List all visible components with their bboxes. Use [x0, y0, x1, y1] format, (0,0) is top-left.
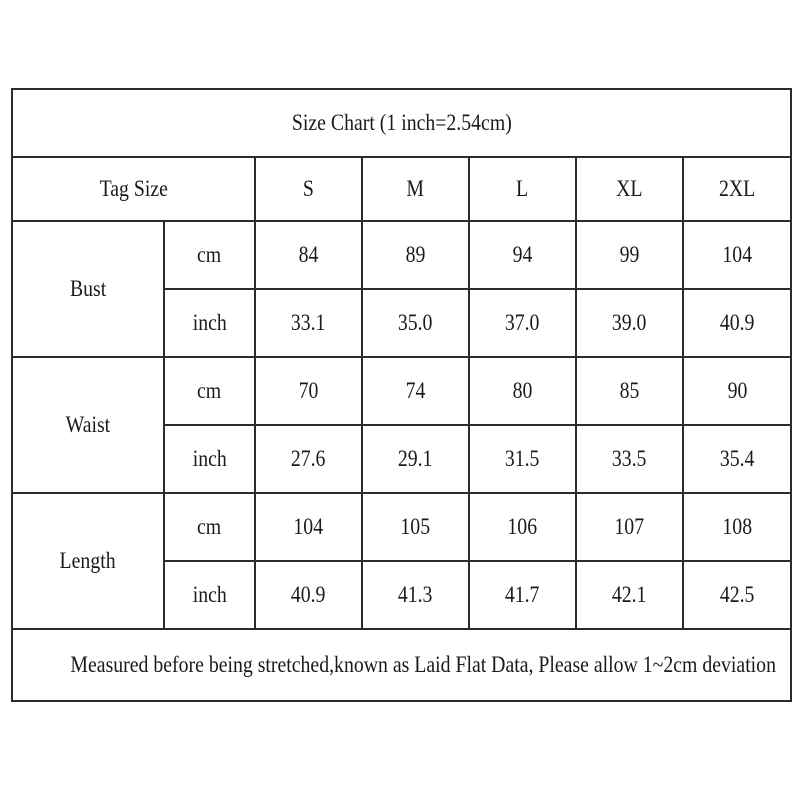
- size-header-cell: [683, 157, 791, 221]
- bust-cm-m: 89: [405, 242, 426, 267]
- bust-cm-xl: 99: [619, 242, 640, 267]
- waist-cm-s: 70: [298, 378, 319, 403]
- size-header-l: L: [516, 176, 529, 201]
- value-cell: [362, 357, 469, 425]
- table-row: [12, 221, 791, 289]
- value-cell: [576, 221, 683, 289]
- value-cell: [469, 493, 576, 561]
- value-cell: [255, 493, 362, 561]
- value-cell: [255, 561, 362, 629]
- tag-size-label: Tag Size: [99, 176, 168, 201]
- measure-label-bust: Bust: [69, 276, 107, 301]
- size-chart-table: [11, 88, 792, 702]
- value-cell: [255, 221, 362, 289]
- value-cell: [683, 289, 791, 357]
- unit-label-inch: inch: [192, 582, 227, 607]
- unit-cell: [164, 289, 255, 357]
- bust-inch-m: 35.0: [398, 310, 433, 335]
- size-header-2xl: 2XL: [718, 176, 756, 201]
- length-cm-2xl: 108: [722, 514, 752, 539]
- value-cell: [469, 221, 576, 289]
- length-cm-m: 105: [400, 514, 431, 539]
- length-inch-l: 41.7: [505, 582, 540, 607]
- value-cell: [469, 561, 576, 629]
- value-cell: [362, 221, 469, 289]
- size-header-cell: [362, 157, 469, 221]
- value-cell: [576, 561, 683, 629]
- unit-cell: [164, 493, 255, 561]
- unit-cell: [164, 357, 255, 425]
- length-inch-xl: 42.1: [612, 582, 647, 607]
- table-title-cell: [12, 89, 791, 157]
- value-cell: [469, 289, 576, 357]
- measure-label-cell: [12, 357, 164, 493]
- waist-inch-l: 31.5: [505, 446, 540, 471]
- waist-cm-l: 80: [512, 378, 533, 403]
- footer-row: [12, 629, 791, 701]
- header-row: [12, 157, 791, 221]
- value-cell: [683, 221, 791, 289]
- value-cell: [683, 425, 791, 493]
- value-cell: [255, 289, 362, 357]
- waist-inch-m: 29.1: [398, 446, 433, 471]
- table-title: Size Chart (1 inch=2.54cm): [291, 110, 512, 135]
- length-inch-s: 40.9: [291, 582, 326, 607]
- measure-label-cell: [12, 221, 164, 357]
- unit-label-inch: inch: [192, 446, 227, 471]
- value-cell: [576, 425, 683, 493]
- unit-label-cm: cm: [197, 514, 222, 539]
- measure-label-length: Length: [59, 548, 117, 573]
- value-cell: [469, 425, 576, 493]
- waist-inch-xl: 33.5: [612, 446, 647, 471]
- unit-cell: [164, 221, 255, 289]
- value-cell: [362, 425, 469, 493]
- length-inch-m: 41.3: [398, 582, 433, 607]
- bust-cm-l: 94: [512, 242, 533, 267]
- bust-inch-2xl: 40.9: [719, 310, 755, 335]
- size-header-cell: [469, 157, 576, 221]
- length-cm-xl: 107: [614, 514, 645, 539]
- bust-inch-l: 37.0: [505, 310, 540, 335]
- length-cm-s: 104: [293, 514, 324, 539]
- size-header-cell: [255, 157, 362, 221]
- footer-note-cell: [12, 629, 791, 701]
- waist-cm-2xl: 90: [727, 378, 747, 403]
- value-cell: [255, 425, 362, 493]
- value-cell: [576, 357, 683, 425]
- length-cm-l: 106: [507, 514, 538, 539]
- waist-cm-xl: 85: [619, 378, 640, 403]
- value-cell: [576, 493, 683, 561]
- unit-cell: [164, 561, 255, 629]
- unit-cell: [164, 425, 255, 493]
- measure-label-waist: Waist: [65, 412, 111, 437]
- size-header-cell: [576, 157, 683, 221]
- bust-cm-2xl: 104: [722, 242, 752, 267]
- size-header-m: M: [406, 176, 425, 201]
- value-cell: [362, 561, 469, 629]
- waist-inch-s: 27.6: [291, 446, 326, 471]
- waist-inch-2xl: 35.4: [719, 446, 755, 471]
- table-row: [12, 357, 791, 425]
- length-inch-2xl: 42.5: [719, 582, 755, 607]
- value-cell: [683, 561, 791, 629]
- size-header-xl: XL: [616, 176, 643, 201]
- value-cell: [255, 357, 362, 425]
- footer-note: Measured before being stretched,known as Laid Flat Data, Please allow 1~2cm deviation: [70, 652, 776, 677]
- bust-inch-xl: 39.0: [612, 310, 647, 335]
- value-cell: [362, 493, 469, 561]
- bust-cm-s: 84: [298, 242, 319, 267]
- value-cell: [576, 289, 683, 357]
- unit-label-inch: inch: [192, 310, 227, 335]
- size-header-s: S: [302, 176, 314, 201]
- value-cell: [683, 493, 791, 561]
- title-row: [12, 89, 791, 157]
- unit-label-cm: cm: [197, 242, 222, 267]
- value-cell: [683, 357, 791, 425]
- tag-size-header-cell: [12, 157, 255, 221]
- value-cell: [469, 357, 576, 425]
- bust-inch-s: 33.1: [291, 310, 326, 335]
- waist-cm-m: 74: [405, 378, 426, 403]
- measure-label-cell: [12, 493, 164, 629]
- unit-label-cm: cm: [197, 378, 222, 403]
- table-row: [12, 493, 791, 561]
- value-cell: [362, 289, 469, 357]
